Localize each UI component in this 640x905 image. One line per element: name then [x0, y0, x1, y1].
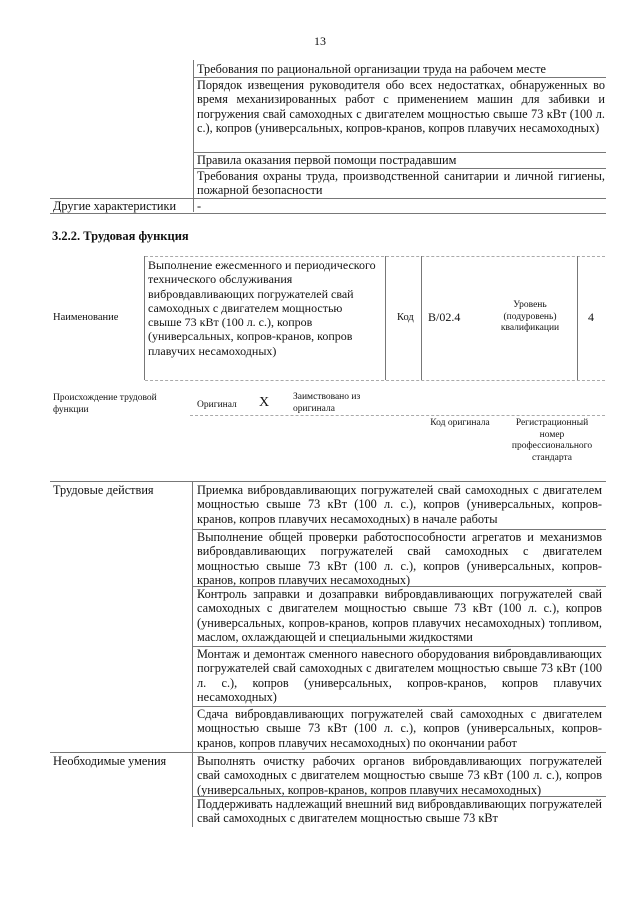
section-heading: 3.2.2. Трудовая функция	[52, 229, 189, 243]
other-characteristics-value: -	[197, 199, 202, 213]
header-dashed-line	[145, 256, 605, 257]
required-skills-label: Необходимые умения	[53, 754, 167, 768]
labor-actions-label: Трудовые действия	[53, 483, 154, 497]
function-name: Выполнение ежесменного и периодического технического обслуживания вибровдавливающих погружателей свай самоходных с двигателем мощностью свыше 73 кВт (100 л. с.), копров (универсальных, копров-кранов, копров плавучих несамоходных)	[148, 258, 376, 358]
original-mark: X	[259, 395, 270, 410]
page-number: 13	[314, 34, 326, 48]
labor-action-item: Приемка вибровдавливающих погружателей свай самоходных с двигателем мощностью свыше 73 кВт (100 л. с.), копров (универсальных, копров-кранов, копров плавучих несамоходных) в начале работы	[197, 483, 602, 526]
header-dashed-line	[145, 380, 605, 381]
labor-action-item: Монтаж и демонтаж сменного навесного оборудования вибровдавливающих погружателей свай самоходных с двигателем мощностью свыше 73 кВт (100 л. с.), копров (универсальных, копров-кранов, копров плавучих несамоходных)	[197, 647, 602, 705]
requirement-row: Требования охраны труда, производственной санитарии и личной гигиены, пожарной безопасности	[197, 169, 605, 198]
origin-label: Происхождение трудовой функции	[53, 393, 157, 415]
labor-action-item: Сдача вибровдавливающих погружателей свай самоходных с двигателем мощностью свыше 73 кВт (100 л. с.), копров (универсальных, копров-кранов, копров плавучих несамоходных) по окончании работ	[197, 707, 602, 750]
column-divider	[193, 60, 194, 212]
row-divider	[50, 213, 606, 214]
reg-number-label: Регистрационный номер профессионального стандарта	[511, 418, 593, 463]
column-divider	[421, 256, 422, 380]
borrowed-label: Заимствовано из оригинала	[293, 392, 361, 414]
column-divider	[144, 256, 145, 380]
original-label: Оригинал	[197, 400, 237, 410]
labor-action-item: Выполнение общей проверки работоспособности агрегатов и механизмов вибровдавливающих погружателей свай самоходных с двигателем мощностью свыше 73 кВт (100 л. с.), копров (универсальных, копров-кранов, копров плавучих несамоходных)	[197, 530, 602, 588]
origin-dashed-line	[190, 415, 605, 416]
requirement-row: Требования по рациональной организации труда на рабочем месте	[197, 62, 546, 76]
code-value: B/02.4	[428, 310, 461, 324]
name-label: Наименование	[53, 312, 119, 323]
level-value: 4	[588, 310, 594, 324]
code-original-label: Код оригинала	[430, 418, 490, 428]
labor-action-item: Контроль заправки и дозаправки вибровдавливающих погружателей свай самоходных с двигателем мощностью свыше 73 кВт (100 л. с.), копров (универсальных, копров-кранов, копров плавучих несамоходных) топливом, маслом, охлаждающей и специальными жидкостями	[197, 587, 602, 645]
requirement-row: Порядок извещения руководителя обо всех недостатках, обнаруженных во время механизированных работ с применением машин для забивки и погружения свай самоходных с двигателем мощностью свыше 73 кВт (100 л. с.), копров (универсальных, копров-кранов, копров плавучих несамоходных)	[197, 78, 605, 136]
column-divider	[385, 256, 386, 380]
column-divider	[192, 481, 193, 827]
skill-item: Поддерживать надлежащий внешний вид вибровдавливающих погружателей свай самоходных с двигателем мощностью свыше 73 кВт	[197, 797, 602, 826]
row-divider	[50, 752, 606, 753]
row-divider	[50, 481, 606, 482]
requirement-row: Правила оказания первой помощи пострадавшим	[197, 153, 457, 167]
other-characteristics-label: Другие характеристики	[53, 199, 177, 213]
code-label: Код	[397, 312, 414, 323]
column-divider	[577, 256, 578, 380]
skill-item: Выполнять очистку рабочих органов вибровдавливающих погружателей свай самоходных с двигателем мощностью свыше 73 кВт (100 л. с.), копров (универсальных, копров-кранов, копров плавучих несамоходных)	[197, 754, 602, 797]
level-label: Уровень (подуровень) квалификации	[500, 300, 560, 333]
